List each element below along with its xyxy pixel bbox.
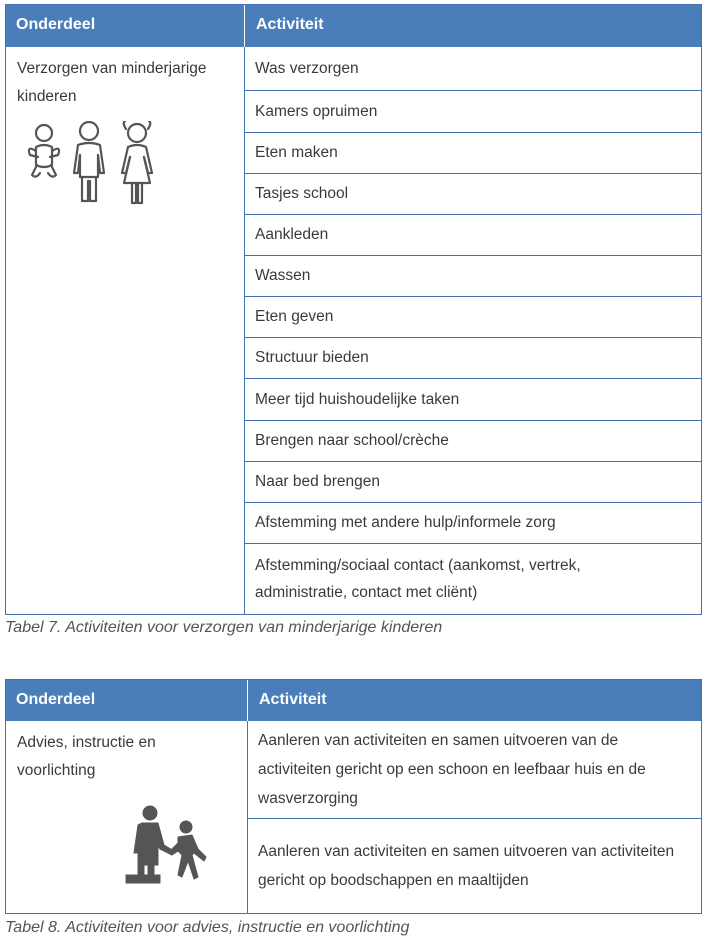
table-row: Brengen naar school/crèche <box>245 421 701 462</box>
table-header <box>6 680 701 721</box>
onderdeel-cell <box>6 47 245 614</box>
table-row: Eten geven <box>245 297 701 338</box>
table-row: Wassen <box>245 256 701 297</box>
activities-column <box>245 47 701 614</box>
table-row: Tasjes school <box>245 174 701 215</box>
table-header <box>6 5 701 47</box>
table-row: Eten maken <box>245 133 701 174</box>
table-row: Structuur bieden <box>245 338 701 379</box>
table-7 <box>5 4 702 615</box>
table-row: Was verzorgen <box>245 47 701 91</box>
table-row: Aanleren van activiteiten en samen uitvoeren van activiteiten gericht op boodschappen en maaltijden <box>258 843 675 889</box>
table-row: Aankleden <box>245 215 701 256</box>
table-body <box>6 721 701 913</box>
header-onderdeel: Onderdeel <box>6 5 245 47</box>
onderdeel-label: Verzorgen van minderjarige kinderen <box>17 60 207 105</box>
table-body <box>6 47 701 614</box>
onderdeel-cell <box>6 721 248 913</box>
table-7-caption: Tabel 7. Activiteiten voor verzorgen van minderjarige kinderen <box>5 619 443 636</box>
table-row: Kamers opruimen <box>245 91 701 133</box>
header-activiteit: Activiteit <box>256 16 324 33</box>
table-8 <box>5 679 702 914</box>
helping-hand-icon <box>124 805 216 887</box>
children-icon <box>22 121 168 207</box>
table-row: Afstemming/sociaal contact (aankomst, vertrek, administratie, contact met cliënt) <box>255 557 581 601</box>
header-activiteit: Activiteit <box>259 691 327 708</box>
table-row: Naar bed brengen <box>245 462 701 503</box>
table-row: Aanleren van activiteiten en samen uitvoeren van de activiteiten gericht op een schoon en leefbaar huis en de wasverzorging <box>248 721 701 819</box>
activities-column <box>248 721 701 913</box>
header-onderdeel: Onderdeel <box>6 680 248 721</box>
table-row: Meer tijd huishoudelijke taken <box>245 379 701 421</box>
table-row: Afstemming met andere hulp/informele zorg <box>245 503 701 544</box>
onderdeel-label: Advies, instructie en voorlichting <box>17 734 156 779</box>
table-8-caption: Tabel 8. Activiteiten voor advies, instructie en voorlichting <box>5 919 410 936</box>
